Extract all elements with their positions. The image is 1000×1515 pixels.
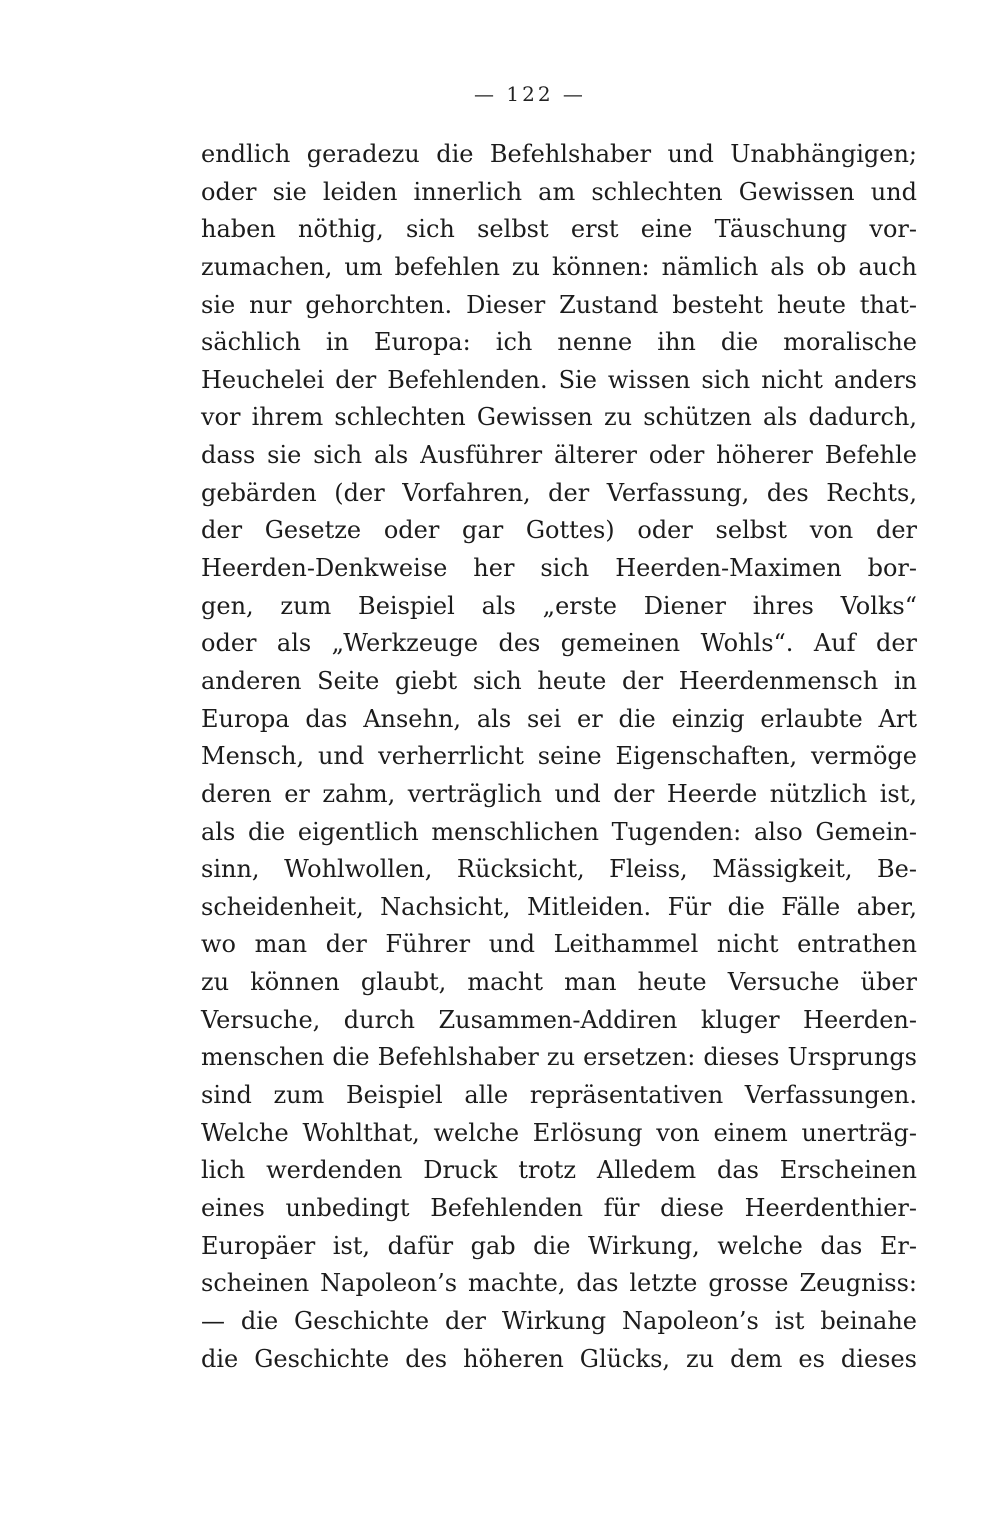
text-line: — die Geschichte der Wirkung Napoleon’s ist beinahe (201, 1306, 917, 1335)
text-line: deren er zahm, verträglich und der Heerde nützlich ist, (201, 779, 917, 808)
text-line: sinn, Wohlwollen, Rücksicht, Fleiss, Mässigkeit, Be- (201, 855, 917, 884)
text-line: sie nur gehorchten. Dieser Zustand besteht heute that- (201, 290, 917, 319)
text-line: zu können glaubt, macht man heute Versuche über (201, 968, 917, 997)
text-line: lich werdenden Druck trotz Alledem das Erscheinen (201, 1156, 917, 1185)
text-line: Welche Wohlthat, welche Erlösung von einem unerträg- (201, 1118, 917, 1147)
text-line: als die eigentlich menschlichen Tugenden: also Gemein- (201, 817, 917, 846)
text-line: gebärden (der Vorfahren, der Verfassung, des Rechts, (201, 478, 917, 507)
text-line: der Gesetze oder gar Gottes) oder selbst von der (201, 516, 917, 545)
text-line: die Geschichte des höheren Glücks, zu dem es dieses (201, 1344, 917, 1373)
text-line: eines unbedingt Befehlenden für diese Heerdenthier- (201, 1193, 917, 1222)
text-line: anderen Seite giebt sich heute der Heerdenmensch in (201, 666, 917, 695)
text-line: Europäer ist, dafür gab die Wirkung, welche das Er- (201, 1231, 917, 1260)
body-text (201, 136, 917, 1378)
text-line: endlich geradezu die Befehlshaber und Unabhängigen; (201, 140, 917, 168)
text-line: oder als „Werkzeuge des gemeinen Wohls“. Auf der (201, 629, 917, 658)
text-line: scheidenheit, Nachsicht, Mitleiden. Für die Fälle aber, (201, 892, 917, 921)
text-line: Versuche, durch Zusammen-Addiren kluger Heerden- (201, 1005, 917, 1034)
page-number: — 122 — (474, 82, 586, 106)
text-line: menschen die Befehlshaber zu ersetzen: dieses Ursprungs (201, 1043, 917, 1072)
text-line: Mensch, und verherrlicht seine Eigenschaften, vermöge (201, 742, 917, 771)
text-line: wo man der Führer und Leithammel nicht entrathen (201, 930, 917, 959)
text-line: scheinen Napoleon’s machte, das letzte grosse Zeugniss: (201, 1269, 917, 1298)
text-line: sächlich in Europa: ich nenne ihn die moralische (201, 328, 917, 357)
text-line: gen, zum Beispiel als „erste Diener ihres Volks“ (201, 591, 917, 620)
text-line: vor ihrem schlechten Gewissen zu schützen als dadurch, (201, 403, 917, 432)
text-line: dass sie sich als Ausführer älterer oder höherer Befehle (201, 441, 917, 470)
text-line: zumachen, um befehlen zu können: nämlich als ob auch (201, 252, 917, 281)
text-line: haben nöthig, sich selbst erst eine Täuschung vor- (201, 215, 917, 244)
text-line: sind zum Beispiel alle repräsentativen Verfassungen. (201, 1081, 917, 1110)
text-line: Europa das Ansehn, als sei er die einzig erlaubte Art (201, 704, 917, 733)
text-line: Heerden-Denkweise her sich Heerden-Maximen bor- (201, 554, 917, 583)
text-line: Heuchelei der Befehlenden. Sie wissen sich nicht anders (201, 365, 917, 394)
text-line: oder sie leiden innerlich am schlechten Gewissen und (201, 177, 917, 206)
